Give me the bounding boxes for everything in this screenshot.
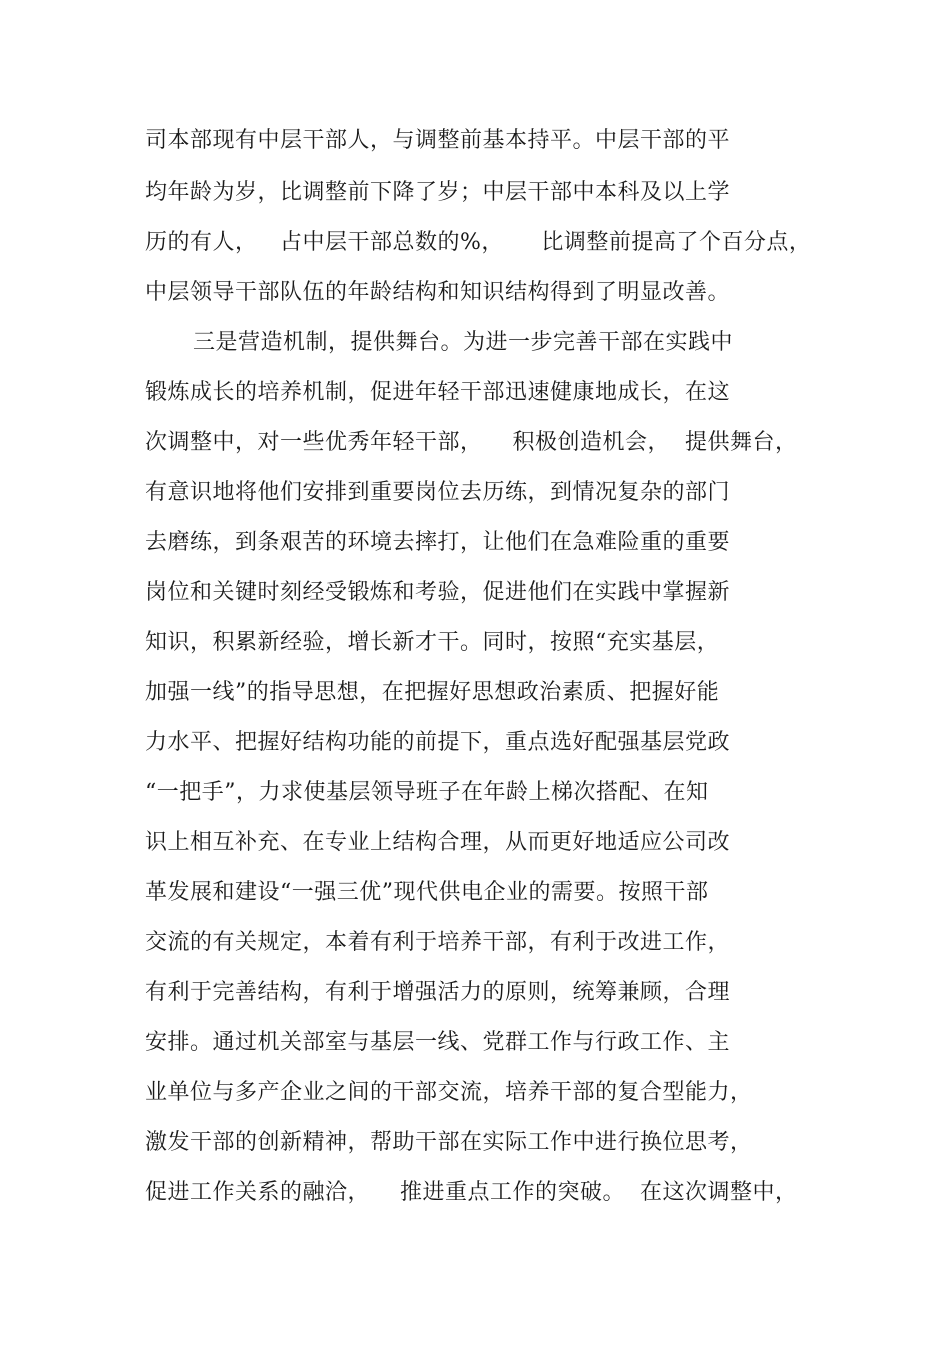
text-line: 中层领导干部队伍的年龄结构和知识结构得到了明显改善。 <box>145 280 731 305</box>
text-line: 激发干部的创新精神，帮助干部在实际工作中进行换位思考， <box>145 1130 753 1155</box>
text-line: 均年龄为岁，比调整前下降了岁；中层干部中本科及以上学 <box>145 180 731 205</box>
text-line: “一把手”，力求使基层领导班子在年龄上梯次搭配、在知 <box>145 780 709 805</box>
text-line: 去磨练，到条艰苦的环境去摔打，让他们在急难险重的重要 <box>145 530 731 555</box>
text-line: 业单位与多产企业之间的干部交流，培养干部的复合型能力， <box>145 1080 753 1105</box>
text-line: 识上相互补充、在专业上结构合理，从而更好地适应公司改 <box>145 830 731 855</box>
text-line: 锻炼成长的培养机制，促进年轻干部迅速健康地成长，在这 <box>145 380 731 405</box>
paragraph-first-line: 三是营造机制，提供舞台。为进一步完善干部在实践中 <box>193 330 734 355</box>
text-line: 历的有人， 占中层干部总数的%， 比调整前提高了个百分点， <box>145 230 812 255</box>
text-line: 加强一线”的指导思想，在把握好思想政治素质、把握好能 <box>145 680 720 705</box>
text-line: 革发展和建设“一强三优”现代供电企业的需要。按照干部 <box>145 880 709 905</box>
text-line: 次调整中，对一些优秀年轻干部， 积极创造机会， 提供舞台， <box>145 430 798 455</box>
text-line: 有意识地将他们安排到重要岗位去历练，到情况复杂的部门 <box>145 480 731 505</box>
text-line: 有利于完善结构，有利于增强活力的原则，统筹兼顾，合理 <box>145 980 731 1005</box>
text-line: 力水平、把握好结构功能的前提下，重点选好配强基层党政 <box>145 730 731 755</box>
text-line: 岗位和关键时刻经受锻炼和考验，促进他们在实践中掌握新 <box>145 580 731 605</box>
text-line: 促进工作关系的融洽， 推进重点工作的突破。 在这次调整中， <box>145 1180 798 1205</box>
text-line: 安排。通过机关部室与基层一线、党群工作与行政工作、主 <box>145 1030 731 1055</box>
text-line: 交流的有关规定，本着有利于培养干部，有利于改进工作， <box>145 930 731 955</box>
text-line: 司本部现有中层干部人，与调整前基本持平。中层干部的平 <box>145 128 731 153</box>
text-line: 知识，积累新经验，增长新才干。同时，按照“充实基层， <box>145 630 720 655</box>
